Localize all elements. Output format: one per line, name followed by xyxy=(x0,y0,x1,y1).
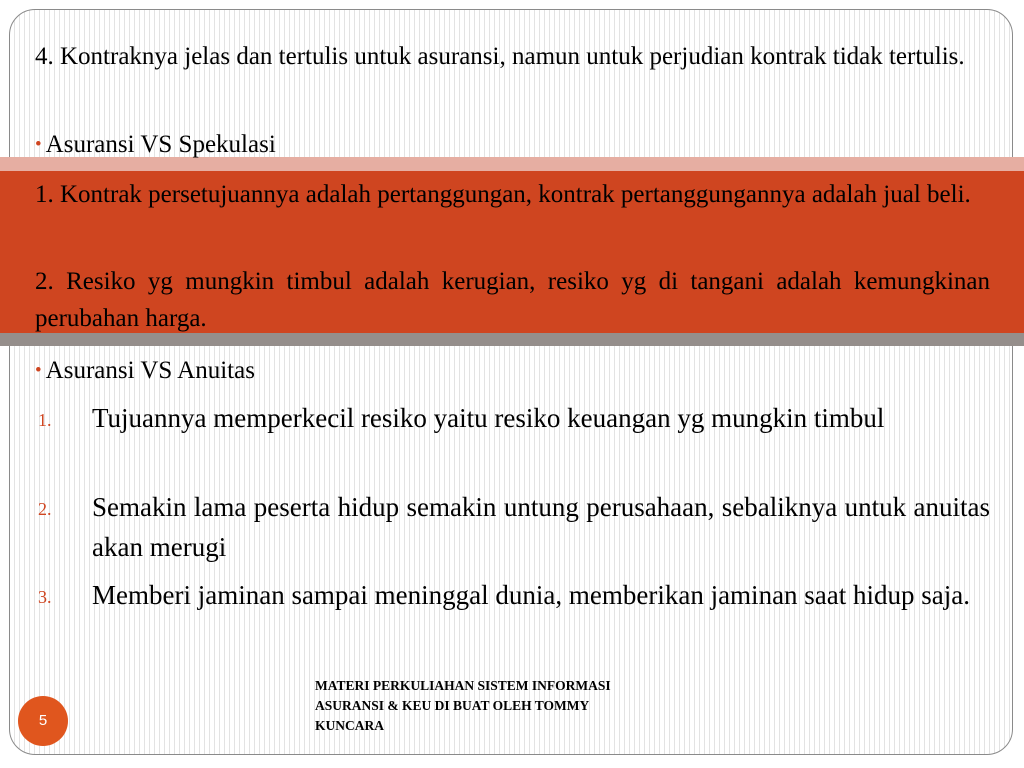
heading-asuransi-vs-anuitas xyxy=(35,352,635,391)
bullet-icon: • xyxy=(35,134,42,155)
bullet-icon: • xyxy=(35,360,42,381)
spekulasi-point-1: 1. Kontrak persetujuannya adalah pertanggungan, kontrak pertanggungannya adalah jual beli. xyxy=(35,181,971,208)
anuitas-item-2: Semakin lama peserta hidup semakin untung perusahaan, sebaliknya untuk anuitas akan merugi xyxy=(92,492,990,562)
list-number: 2. xyxy=(38,499,52,519)
list-number: 1. xyxy=(38,410,52,430)
anuitas-item-3: Memberi jaminan sampai meninggal dunia, memberikan jaminan saat hidup saja. xyxy=(92,580,971,610)
footer-line: ASURANSI & KEU DI BUAT OLEH TOMMY xyxy=(315,698,590,713)
anuitas-item-1: Tujuannya memperkecil resiko yaitu resiko keuangan yg mungkin timbul xyxy=(92,403,885,433)
spekulasi-point-2: 2. Resiko yg mungkin timbul adalah kerugian, resiko yg di tangani adalah kemungkinan perubahan harga. xyxy=(35,268,990,332)
heading-label: Asuransi VS Anuitas xyxy=(45,357,255,384)
paragraph-point-4: 4. Kontraknya jelas dan tertulis untuk asuransi, namun untuk perjudian kontrak tidak tertulis. xyxy=(35,43,965,70)
page-number-badge: 5 xyxy=(18,696,68,746)
heading-asuransi-vs-spekulasi xyxy=(35,126,635,165)
footer-credit xyxy=(315,676,735,736)
list-number: 3. xyxy=(38,587,52,607)
footer-line: MATERI PERKULIAHAN SISTEM INFORMASI xyxy=(315,678,611,693)
heading-label: Asuransi VS Spekulasi xyxy=(45,131,276,158)
footer-line: KUNCARA xyxy=(315,718,384,733)
